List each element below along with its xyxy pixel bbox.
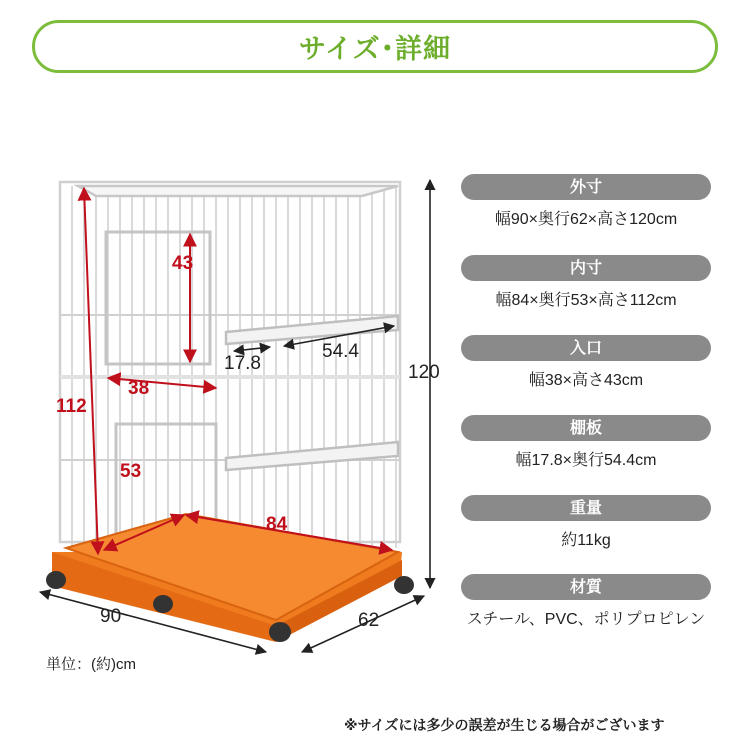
spec-value: 幅90×奥行62×高さ120cm — [494, 211, 678, 228]
label-inner-width: 84 — [266, 514, 288, 535]
dim-entrance-width-line — [108, 378, 216, 388]
spec-label: 重量 — [461, 495, 711, 521]
label-entrance-height: 43 — [172, 253, 194, 274]
upper-door — [106, 232, 210, 364]
spec-label: 内寸 — [461, 255, 711, 281]
label-total-depth: 62 — [358, 610, 380, 631]
spec-material — [461, 574, 711, 629]
footnote: ※サイズには多少の誤差が生じる場合がございます — [344, 718, 665, 734]
spec-label: 外寸 — [461, 174, 711, 200]
spec-outer-size — [461, 174, 711, 229]
label-entrance-width: 38 — [128, 378, 150, 399]
label-total-height: 120 — [408, 362, 440, 383]
spec-value: スチール、PVC、ポリプロピレン — [466, 611, 706, 628]
unit-note: 単位：(約)cm — [46, 656, 136, 673]
spec-entrance — [461, 335, 711, 390]
spec-inner-size — [461, 255, 711, 310]
label-shelf-width: 17.8 — [224, 353, 261, 374]
label-inner-height: 112 — [56, 396, 87, 417]
spec-label: 材質 — [461, 574, 711, 600]
cage-illustration — [60, 182, 400, 580]
page-title: サイズ･詳細 — [298, 34, 452, 65]
spec-value: 幅38×高さ43cm — [528, 372, 644, 389]
label-shelf-depth: 54.4 — [322, 341, 359, 362]
spec-label: 入口 — [461, 335, 711, 361]
spec-shelf — [461, 415, 711, 470]
label-total-width: 90 — [100, 606, 122, 627]
spec-value: 約11kg — [561, 532, 611, 549]
spec-label: 棚板 — [461, 415, 711, 441]
spec-weight — [461, 495, 711, 550]
spec-value: 幅84×奥行53×高さ112cm — [495, 292, 677, 309]
label-inner-depth: 53 — [120, 461, 142, 482]
spec-value: 幅17.8×奥行54.4cm — [515, 452, 657, 469]
